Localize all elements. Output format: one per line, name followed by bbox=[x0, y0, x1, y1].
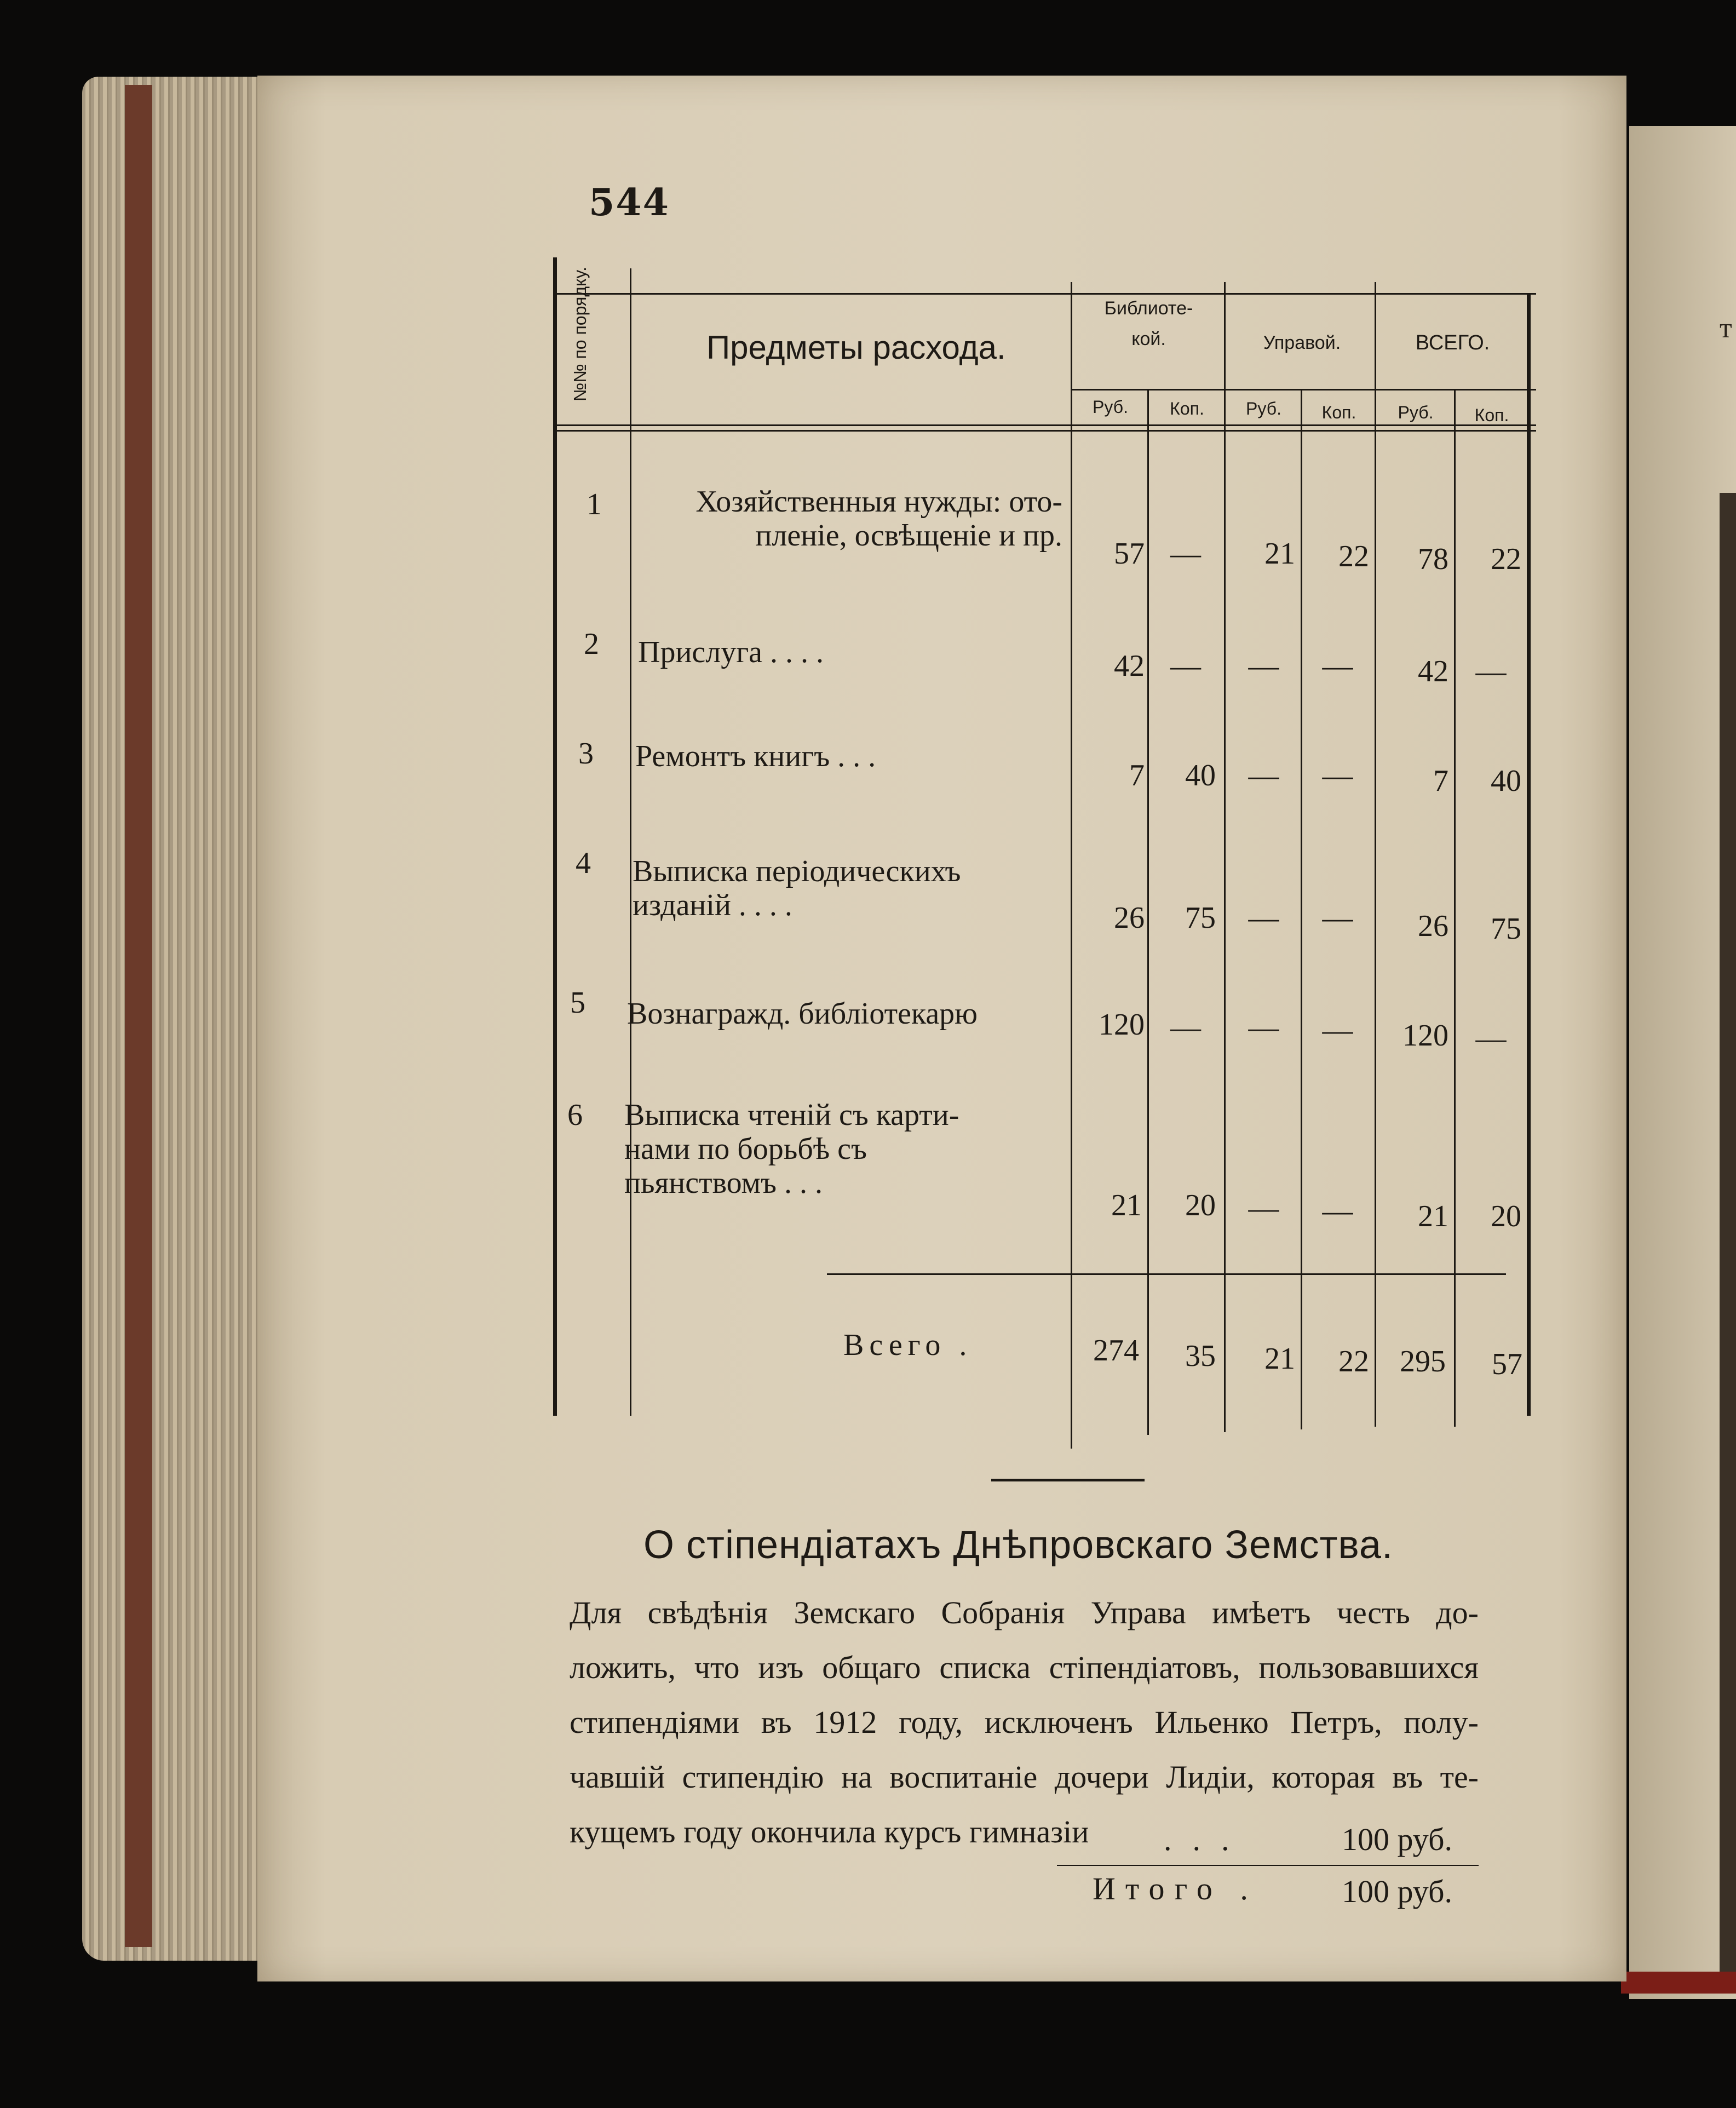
header-board-kop: Коп. bbox=[1321, 403, 1356, 422]
total-sum-amount: 100 руб. bbox=[1342, 1874, 1452, 1909]
header-subject: Предметы расходa. bbox=[706, 329, 1006, 366]
row-number: 6 bbox=[567, 1098, 583, 1132]
row-number: 4 bbox=[576, 846, 591, 880]
row-number: 5 bbox=[570, 986, 585, 1020]
library-kop: 75 bbox=[1185, 901, 1216, 935]
col-rule-library-kop bbox=[1147, 389, 1149, 1435]
table-left-border bbox=[553, 257, 557, 1416]
total-rub: 120 bbox=[1402, 1019, 1448, 1053]
paragraph-line: стипендіями въ 1912 году, исключенъ Ильенко Петръ, полу- bbox=[570, 1704, 1479, 1740]
leader-dots: ... bbox=[1164, 1822, 1250, 1857]
col-rule-num bbox=[630, 268, 631, 1416]
total-kop: 75 bbox=[1491, 912, 1521, 946]
library-rub: 57 bbox=[1114, 537, 1145, 571]
col-rule-total-kop bbox=[1454, 389, 1456, 1427]
total-label: Всего . bbox=[843, 1328, 973, 1362]
col-rule-library bbox=[1071, 282, 1072, 1449]
paragraph-line: чавшій стипендію на воспитаніе дочери Лидіи, которая въ те- bbox=[570, 1759, 1479, 1795]
section-heading: О стіпендіатахъ Днѣпровскаго Земства. bbox=[643, 1523, 1393, 1567]
total-rule bbox=[827, 1273, 1506, 1275]
library-kop: 40 bbox=[1185, 759, 1216, 792]
table-right-border bbox=[1527, 293, 1531, 1416]
library-rub: 26 bbox=[1114, 901, 1145, 935]
book-page-edges bbox=[82, 77, 268, 1961]
total-sum-label: Итого . bbox=[1093, 1871, 1258, 1906]
board-kop: 22 bbox=[1338, 1345, 1369, 1378]
paragraph-amount: 100 руб. bbox=[1342, 1822, 1452, 1857]
page-number: 544 bbox=[589, 181, 670, 225]
library-kop: — bbox=[1170, 1010, 1201, 1044]
board-kop: — bbox=[1322, 649, 1353, 683]
board-kop: — bbox=[1322, 759, 1353, 792]
total-rub: 21 bbox=[1418, 1199, 1448, 1233]
header-board-rub: Руб. bbox=[1246, 399, 1281, 418]
library-kop: 20 bbox=[1185, 1188, 1216, 1222]
total-rub: 26 bbox=[1418, 909, 1448, 943]
paragraph-line: ложить, что изъ общаго списка стіпендіатовъ, пользовавшихся bbox=[570, 1650, 1479, 1685]
col-rule-board-kop bbox=[1301, 389, 1302, 1429]
col-rule-total bbox=[1375, 282, 1376, 1427]
board-rub: — bbox=[1248, 649, 1279, 683]
total-kop: 57 bbox=[1492, 1347, 1522, 1381]
total-kop: 22 bbox=[1491, 542, 1521, 576]
row-number: 1 bbox=[587, 487, 602, 521]
library-kop: 35 bbox=[1185, 1339, 1216, 1373]
paragraph-line: кущемъ году окончила курсъ гимназіи bbox=[570, 1814, 1089, 1849]
board-rub: 21 bbox=[1264, 1342, 1295, 1376]
paragraph-line: Для свѣдѣнія Земскаго Собранія Управа имѣетъ честь до- bbox=[570, 1595, 1479, 1630]
subheader-rule bbox=[1071, 389, 1536, 390]
board-kop: — bbox=[1322, 901, 1353, 935]
board-rub: — bbox=[1248, 1010, 1279, 1044]
book-cover-edge bbox=[1621, 1972, 1736, 1994]
library-kop: — bbox=[1170, 649, 1201, 683]
total-kop: — bbox=[1475, 1021, 1507, 1055]
total-rub: 42 bbox=[1418, 654, 1448, 688]
library-kop: — bbox=[1170, 537, 1201, 571]
row-number: 3 bbox=[578, 737, 594, 771]
header-total: ВСЕГО. bbox=[1415, 331, 1490, 354]
header-total-rub: Руб. bbox=[1398, 403, 1434, 422]
total-rub: 78 bbox=[1418, 542, 1448, 576]
board-kop: 22 bbox=[1338, 539, 1369, 573]
row-description: Вознагражд. библіотекарю bbox=[627, 997, 978, 1031]
header-bottom-rule bbox=[556, 424, 1536, 426]
next-page-shadow bbox=[1720, 493, 1736, 1972]
header-library: Библиоте- кой. bbox=[1104, 298, 1193, 349]
row-description: Выписка чтеній съ карти- нами по борьбѣ съ пьянствомъ . . . bbox=[624, 1098, 959, 1200]
row-description: Ремонтъ книгъ . . . bbox=[635, 739, 876, 773]
library-rub: 274 bbox=[1093, 1334, 1139, 1368]
header-total-kop: Коп. bbox=[1474, 405, 1509, 425]
board-kop: — bbox=[1322, 1013, 1353, 1047]
board-rub: 21 bbox=[1264, 537, 1295, 571]
row-description: Прислуга . . . . bbox=[638, 635, 824, 669]
row-description: Выписка періодическихъ изданій . . . . bbox=[633, 854, 961, 922]
table-top-rule bbox=[556, 293, 1536, 295]
header-number: №№ по порядку. bbox=[570, 266, 590, 402]
board-kop: — bbox=[1322, 1194, 1353, 1228]
board-rub: — bbox=[1248, 759, 1279, 792]
library-rub: 21 bbox=[1111, 1188, 1142, 1222]
library-rub: 42 bbox=[1114, 649, 1145, 683]
header-library-kop: Коп. bbox=[1170, 399, 1204, 418]
board-rub: — bbox=[1248, 901, 1279, 935]
header-library-rub: Руб. bbox=[1093, 397, 1128, 417]
book-spine bbox=[125, 85, 152, 1947]
header-board: Управой. bbox=[1263, 332, 1341, 353]
board-rub: — bbox=[1248, 1191, 1279, 1225]
total-rub: 295 bbox=[1400, 1345, 1446, 1378]
next-page-letter: т bbox=[1720, 313, 1732, 344]
section-divider bbox=[991, 1479, 1145, 1481]
col-rule-board bbox=[1224, 282, 1226, 1432]
total-kop: 20 bbox=[1491, 1199, 1521, 1233]
header-bottom-rule-2 bbox=[556, 430, 1536, 432]
total-rub: 7 bbox=[1433, 764, 1448, 798]
total-kop: 40 bbox=[1491, 764, 1521, 798]
row-description: Хозяйственныя нужды: ото- пленіе, освѣщеніе и пр. bbox=[695, 485, 1062, 553]
library-rub: 7 bbox=[1129, 759, 1145, 792]
total-kop: — bbox=[1475, 654, 1507, 688]
row-number: 2 bbox=[584, 627, 599, 661]
library-rub: 120 bbox=[1099, 1008, 1145, 1042]
sum-rule bbox=[1057, 1865, 1479, 1866]
